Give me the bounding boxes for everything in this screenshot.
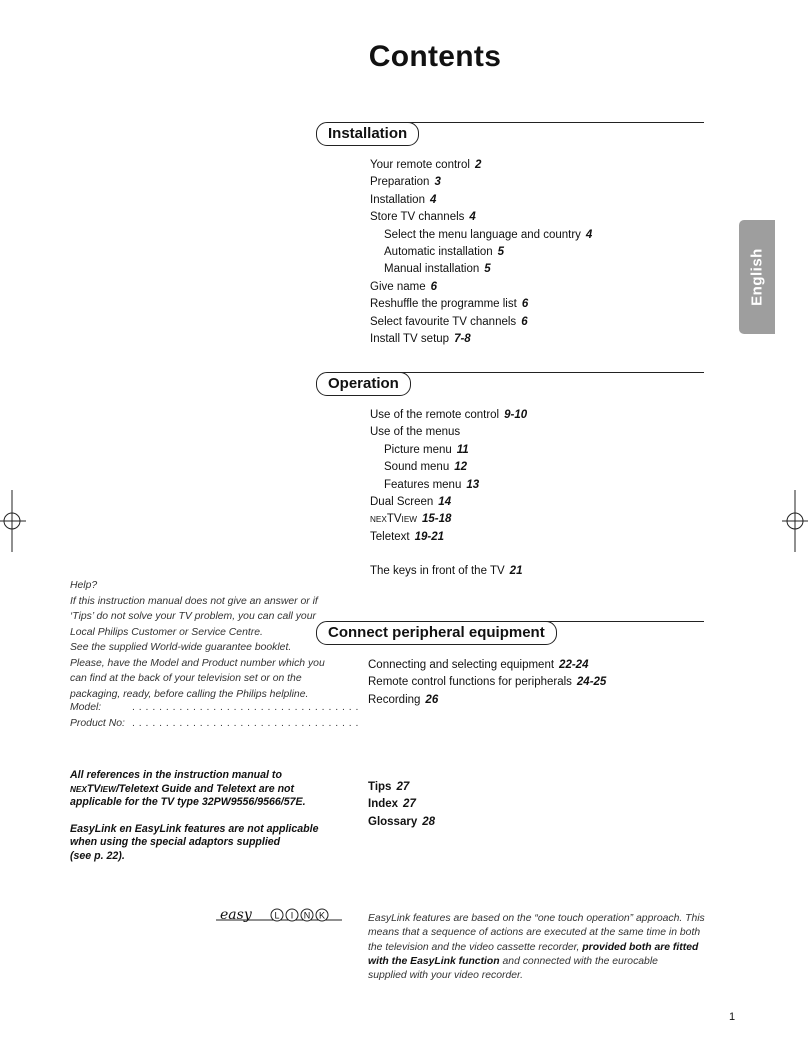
toc-item: Select favourite TV channels 6 — [370, 315, 528, 328]
toc-item: Select the menu language and country 4 — [384, 228, 593, 241]
toc-item: Give name 6 — [370, 280, 438, 293]
easylink-description — [368, 912, 708, 983]
toc-item: Remote control functions for peripherals 24-25 — [368, 676, 607, 689]
easylink-logo-letter: L — [274, 910, 280, 921]
note-line: EasyLink en EasyLink features are not applicable — [70, 822, 319, 835]
toc-item: Recording 26 — [368, 693, 439, 706]
toc-installation — [370, 157, 592, 348]
note-line: when using the special adaptors supplied — [70, 836, 281, 849]
note-line: All references in the instruction manual to — [70, 769, 282, 781]
toc-item: Your remote control 2 — [370, 159, 482, 171]
toc-operation — [370, 407, 527, 581]
note-line: applicable for the TV type 32PW9556/9566/57E. — [70, 796, 306, 809]
toc-extras — [368, 779, 435, 831]
toc-item: Reshuffle the programme list 6 — [370, 298, 529, 311]
toc-item: Automatic installation 5 — [384, 246, 505, 259]
toc-item: Store TV channels 4 — [370, 211, 476, 224]
product-field: Product No: . . . . . . . . . . . . . . . . . . . . . . . . . . . . . . . . . . — [70, 718, 359, 729]
easylink-logo-letter: K — [318, 910, 326, 921]
toc-item: Features menu 13 — [384, 478, 480, 491]
page-title: Contents — [368, 40, 502, 73]
language-tab — [739, 220, 775, 334]
easylink-logo-letter: I — [290, 910, 294, 921]
applicability-note — [70, 769, 340, 864]
easylink-line: supplied with your video recorder. — [368, 970, 523, 982]
language-tab-label: English — [748, 248, 766, 306]
section-heading-operation: Operation — [316, 372, 411, 396]
easylink-line: EasyLink features are based on the “one touch operation” approach. This — [368, 913, 705, 924]
note-line: NEXTVIEW/Teletext Guide and Teletext are not — [70, 782, 295, 795]
easylink-logo-script: easy — [220, 907, 252, 923]
help-line: If this instruction manual does not give an answer or if — [70, 595, 318, 607]
easylink-line: the television and the video cassette recorder, provided both are fitted — [368, 941, 699, 953]
toc-item: Picture menu 11 — [384, 443, 469, 456]
easylink-line: with the EasyLink function and connected with the eurocable — [368, 955, 658, 967]
section-heading-installation: Installation — [316, 122, 419, 146]
toc-item: Install TV setup 7-8 — [370, 333, 471, 346]
toc-peripheral — [368, 657, 606, 709]
toc-item: Dual Screen 14 — [370, 496, 452, 509]
help-line: Local Philips Customer or Service Centre. — [70, 626, 263, 638]
help-note — [70, 578, 330, 702]
note-line: (see p. 22). — [70, 849, 125, 862]
help-line: can find at the back of your television set or on the — [70, 673, 302, 684]
toc-item: Installation 4 — [370, 193, 437, 206]
easylink-line: means that a sequence of actions are executed at the same time in both — [368, 927, 701, 939]
toc-item: Index 27 — [368, 798, 416, 811]
help-line: packaging, ready, before calling the Philips helpline. — [70, 688, 309, 700]
page-number: 1 — [729, 1011, 736, 1023]
model-field: Model: . . . . . . . . . . . . . . . . . . . . . . . . . . . . . . . . . . — [70, 702, 359, 713]
toc-item: Use of the menus — [370, 426, 461, 439]
easylink-logo-letter: N — [303, 910, 311, 921]
registration-mark-right — [778, 490, 808, 552]
toc-item: Use of the remote control 9-10 — [370, 409, 528, 421]
toc-item: Tips 27 — [368, 781, 410, 793]
toc-item: Connecting and selecting equipment 22-24 — [368, 659, 589, 671]
toc-item: The keys in front of the TV 21 — [370, 565, 523, 578]
toc-item: NEXTVIEW 15-18 — [370, 513, 452, 526]
toc-item: Glossary 28 — [368, 815, 436, 828]
toc-item: Sound menu 12 — [384, 461, 468, 474]
toc-item: Preparation 3 — [370, 176, 441, 189]
help-line: ‘Tips’ do not solve your TV problem, you can call your — [70, 611, 316, 622]
help-line: Help? — [70, 580, 98, 591]
model-product-form — [70, 700, 359, 732]
section-heading-peripheral: Connect peripheral equipment — [316, 621, 557, 645]
toc-item: Manual installation 5 — [384, 263, 491, 276]
toc-item: Teletext 19-21 — [370, 530, 445, 543]
easylink-logo — [214, 904, 346, 930]
help-line: See the supplied World-wide guarantee booklet. — [70, 642, 292, 653]
help-line: Please, have the Model and Product number which you — [70, 657, 325, 669]
registration-mark-left — [0, 490, 30, 552]
